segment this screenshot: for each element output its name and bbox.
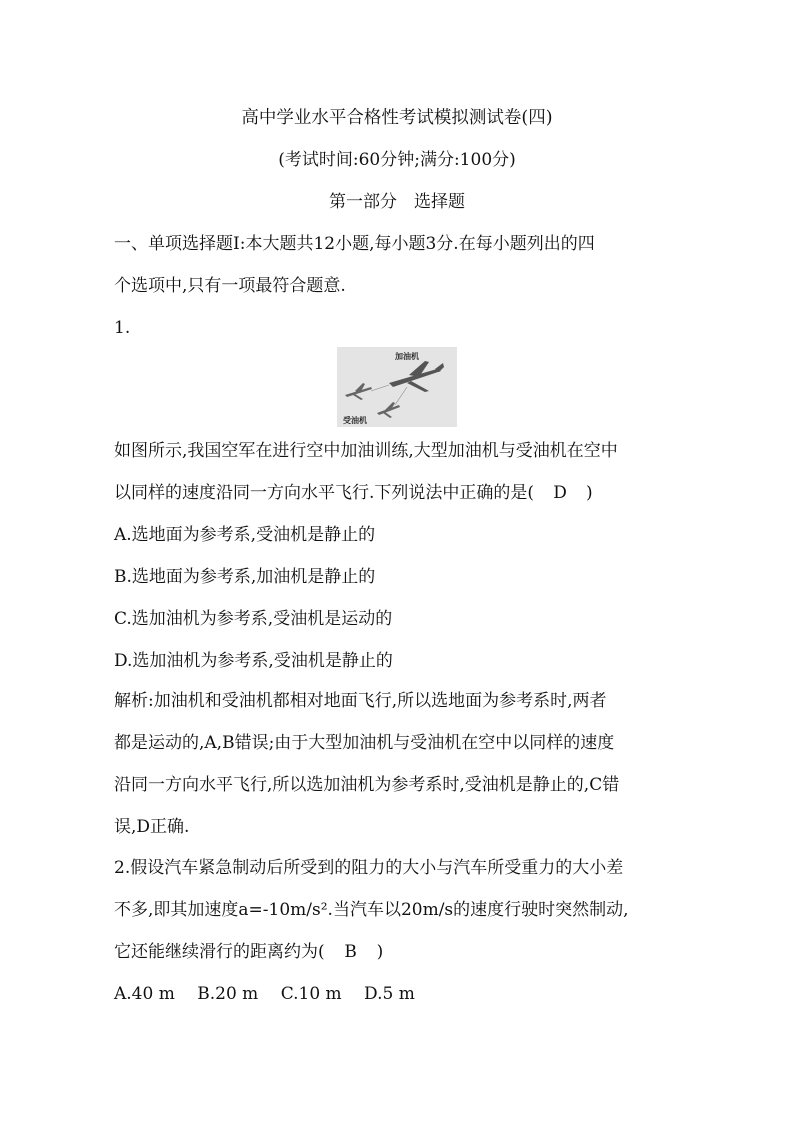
- question-1-analysis-line-1: 解析:加油机和受油机都相对地面飞行,所以选地面为参考系时,两者: [114, 691, 607, 711]
- question-2-close-paren: ): [376, 942, 384, 962]
- receiver-label: 受油机: [343, 416, 367, 425]
- question-1-analysis-line-2: 都是运动的,A,B错误;由于大型加油机与受油机在空中以同样的速度: [114, 733, 615, 753]
- question-1-option-a: A.选地面为参考系,受油机是静止的: [114, 525, 376, 545]
- question-1-stem-line-1: 如图所示,我国空军在进行空中加油训练,大型加油机与受油机在空中: [114, 441, 618, 461]
- question-1-option-c: C.选加油机为参考系,受油机是运动的: [114, 609, 393, 629]
- question-1-answer: D: [553, 483, 567, 503]
- exam-info: (考试时间:60分钟;满分:100分): [278, 150, 516, 170]
- question-1-stem-line-2: [114, 481, 680, 505]
- question-2-stem-line-3: [114, 940, 680, 964]
- section-instruction-line-2: 个选项中,只有一项最符合题意.: [114, 276, 346, 296]
- question-1-number: 1.: [114, 318, 131, 338]
- refueling-aircraft-figure: [337, 347, 457, 427]
- question-2-stem-line-2: 不多,即其加速度a=-10m/s².当汽车以20m/s的速度行驶时突然制动,: [114, 900, 629, 920]
- page-title: 高中学业水平合格性考试模拟测试卷(四): [241, 108, 553, 128]
- question-1-analysis-line-4: 误,D正确.: [114, 817, 190, 837]
- section-instruction-line-1: 一、单项选择题Ⅰ:本大题共12小题,每小题3分.在每小题列出的四: [114, 234, 595, 254]
- part-heading: 第一部分 选择题: [329, 192, 465, 212]
- question-1-analysis-line-3: 沿同一方向水平飞行,所以选加油机为参考系时,受油机是静止的,C错: [114, 775, 620, 795]
- question-1-stem-text: 以同样的速度沿同一方向水平飞行.下列说法中正确的是(: [114, 483, 535, 503]
- question-2-options: A.40 m B.20 m C.10 m D.5 m: [114, 984, 415, 1004]
- tanker-label: 加油机: [395, 352, 419, 361]
- question-1-option-b: B.选地面为参考系,加油机是静止的: [114, 567, 376, 587]
- question-2-answer: B: [344, 942, 357, 962]
- question-1-option-d: D.选加油机为参考系,受油机是静止的: [114, 651, 393, 671]
- question-1-close-paren: ): [586, 483, 593, 503]
- question-2-stem-line-1: 2.假设汽车紧急制动后所受到的阻力的大小与汽车所受重力的大小差: [114, 858, 624, 878]
- question-2-stem-text: 它还能继续滑行的距离约为(: [114, 942, 325, 962]
